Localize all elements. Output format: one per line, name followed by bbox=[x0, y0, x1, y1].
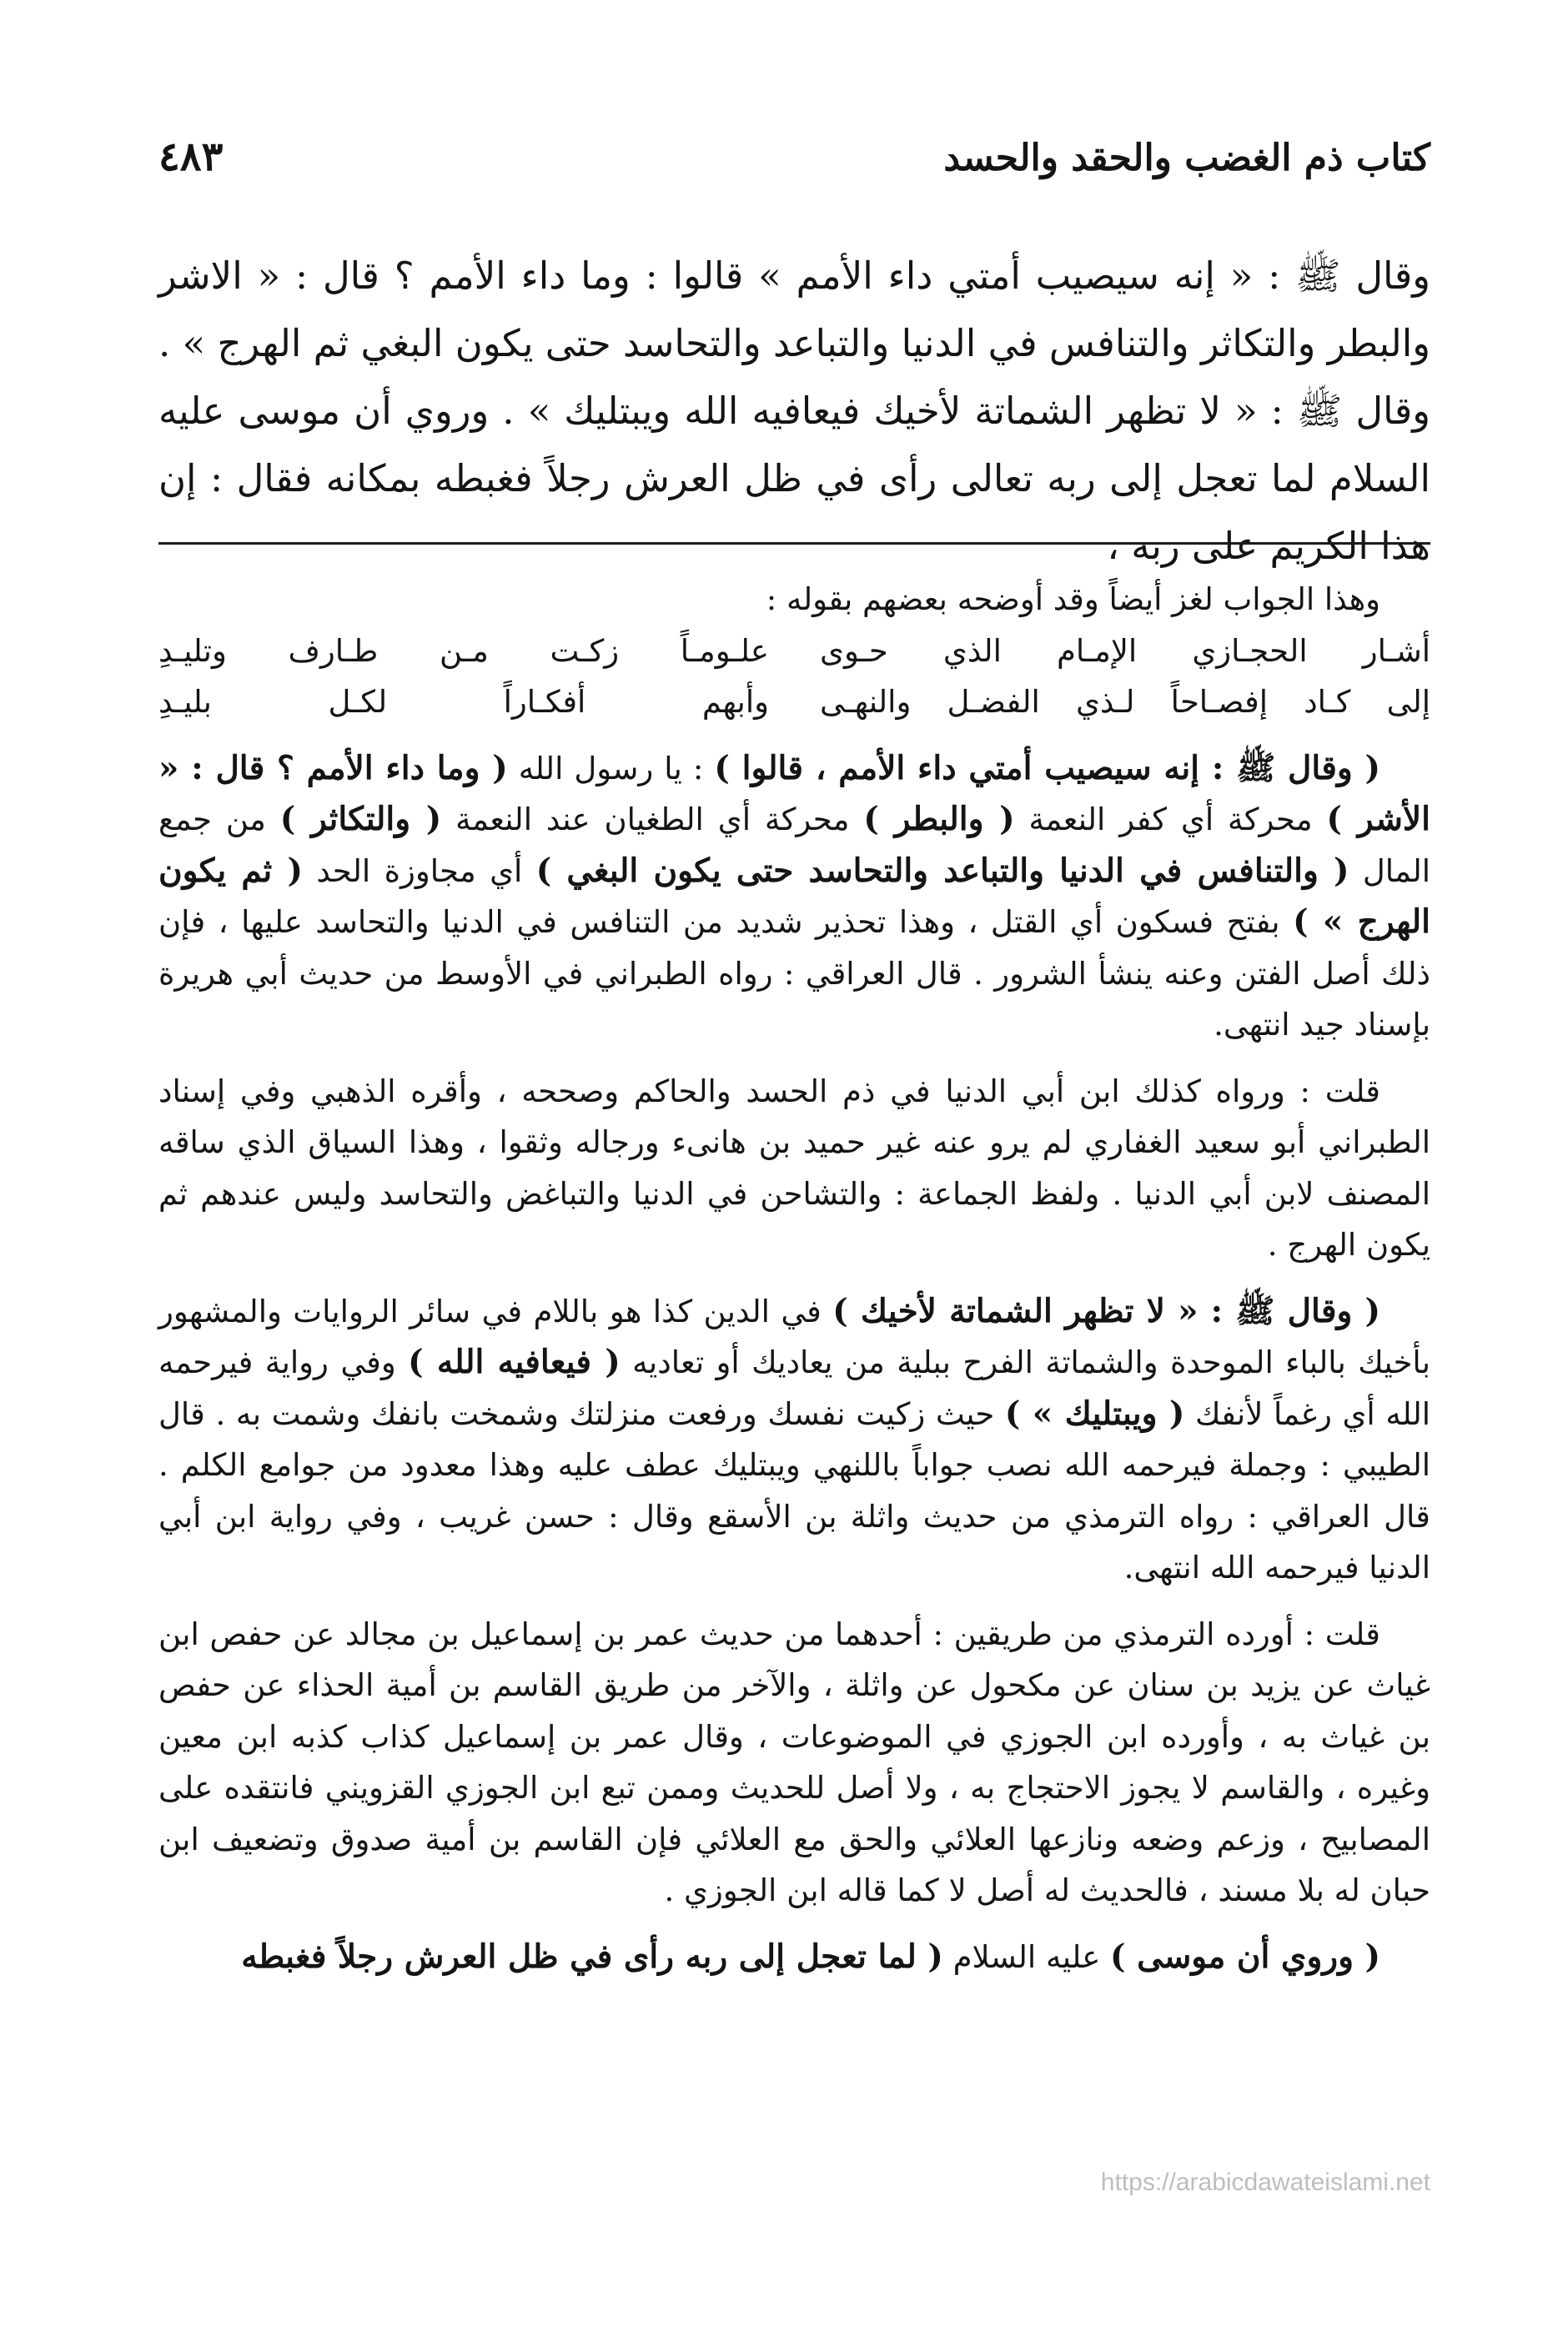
quoted-text: ( وما داء الأمم ؟ قال : « الأشر ) bbox=[158, 748, 1430, 838]
commentary-text: من جمع المال bbox=[158, 802, 1430, 889]
quoted-text: ( وقال ﷺ : « لا تظهر الشماتة لأخيك ) bbox=[832, 1291, 1380, 1330]
commentary-intro: وهذا الجواب لغز أيضاً وقد أوضحه بعضهم بقوله : bbox=[766, 581, 1380, 617]
main-text bbox=[158, 242, 1430, 580]
commentary-text: : يا رسول الله bbox=[507, 750, 715, 787]
quoted-text: ( ثم يكون الهرج » ) bbox=[158, 851, 1430, 941]
quoted-text: ( فيعافيه الله ) bbox=[408, 1343, 621, 1381]
commentary-text: عليه السلام bbox=[942, 1938, 1111, 1975]
commentary-paragraph bbox=[158, 1286, 1430, 1594]
main-paragraph: وقال ﷺ : « إنه سيصيب أمتي داء الأمم » قالوا : وما داء الأمم ؟ قال : « الاشر والبطر والتكاثر والتنافس في الدنيا والتباعد والتحاسد حتى يكون البغي ثم الهرج » . وقال ﷺ : « لا تظهر الشماتة لأخيك فيعافيه الله ويبتليك » . وروي أن موسى عليه السلام لما تعجل إلى ربه تعالى رأى في ظل العرش رجلاً فغبطه بمكانه فقال : إن هذا الكريم على ربه ، bbox=[158, 254, 1430, 568]
quoted-text: ( والتكاثر ) bbox=[279, 800, 442, 838]
page-number: ٤٨٣ bbox=[158, 133, 224, 180]
poem-hemistich: أشـار الحجـازي الإمـام الذي حـوى bbox=[820, 632, 1430, 669]
commentary-text: أي مجاوزة الحد bbox=[302, 852, 536, 889]
commentary bbox=[158, 574, 1430, 1983]
poem-verse bbox=[158, 626, 1430, 677]
poem-hemistich: إلى كـاد إفصـاحاً لـذي الفضـل والنهـى bbox=[820, 684, 1430, 720]
quoted-text: ( لما تعجل إلى ربه رأى في ظل العرش رجلاً فغبطه bbox=[241, 1937, 943, 1976]
commentary-paragraph: قلت : أورده الترمذي من طريقين : أحدهما من حديث عمر بن إسماعيل بن مجالد عن حفص ابن غياث عن يزيد بن سنان عن مكحول عن واثلة ، والآخر من طريق القاسم بن أمية الحذاء عن حفص بن غياث به ، وأورده ابن الجوزي في الموضوعات ، وقال عمر بن إسماعيل كذاب كذبه ابن معين وغيره ، والقاسم لا يجوز الاحتجاج به ، ولا أصل للحديث وممن تبع ابن الجوزي القزويني فانتقده على المصابيح ، وزعم وضعه ونازعها العلائي والحق مع العلائي فإن القاسم بن أمية صدوق وتضعيف ابن حبان له بلا مسند ، فالحديث له أصل لا كما قاله ابن الجوزي . bbox=[158, 1616, 1430, 1908]
quoted-text: ( وقال ﷺ : إنه سيصيب أمتي داء الأمم ، قالوا ) bbox=[714, 748, 1380, 787]
commentary-text: حيث زكيت نفسك ورفعت منزلتك وشمخت بانفك وشمت به . قال الطيبي : وجملة فيرحمه الله نصب جواباً باللنهي ويبتليك عطف عليه وهذا معدود من جوامع الكلم . قال العراقي : رواه الترمذي من حديث واثلة بن الأسقع وقال : حسن غريب ، وفي رواية ابن أبي الدنيا فيرحمه الله انتهى. bbox=[158, 1395, 1430, 1586]
quoted-text: ( والتنافس في الدنيا والتباعد والتحاسد حتى يكون البغي ) bbox=[535, 851, 1349, 890]
poem bbox=[158, 626, 1430, 728]
commentary-paragraph bbox=[158, 743, 1430, 1051]
quoted-text: ( ويبتليك » ) bbox=[1004, 1394, 1185, 1433]
poem-hemistich: علـومـاً زكـت مـن طـارف وتليـدِ bbox=[158, 632, 769, 669]
quoted-text: ( والبطر ) bbox=[863, 800, 1015, 838]
commentary-text: وفي رواية فيرحمه الله أي رغماً لأنفك bbox=[158, 1344, 1430, 1432]
watermark-url: https://arabicdawateislami.net bbox=[1100, 2169, 1430, 2196]
page-header bbox=[158, 133, 1430, 192]
poem-hemistich: وأبهم أفكـاراً لكـل بليـدِ bbox=[158, 684, 769, 720]
commentary-paragraph: قلت : ورواه كذلك ابن أبي الدنيا في ذم الحسد والحاكم وصححه ، وأقره الذهبي وفي إسناد الطبراني أبو سعيد الغفاري لم يرو عنه غير حميد بن هانىء ورجاله وثقوا ، وهذا السياق الذي ساقه المصنف لابن أبي الدنيا . ولفظ الجماعة : والتشاحن في الدنيا والتباغض والتحاسد وليس عندهم ثم يكون الهرج . bbox=[158, 1073, 1430, 1263]
footnote-divider bbox=[158, 542, 1430, 545]
commentary-text: بفتح فسكون أي القتل ، وهذا تحذير شديد من التنافس في الدنيا والتحاسد عليها ، فإن ذلك أصل الفتن وعنه ينشأ الشرور . قال العراقي : رواه الطبراني في الأوسط من حديث أبي هريرة بإسناد جيد انتهى. bbox=[158, 904, 1430, 1043]
commentary-text: محركة أي الطغيان عند النعمة bbox=[441, 802, 864, 837]
quoted-text: ( وروي أن موسى ) bbox=[1110, 1937, 1380, 1976]
poem-verse bbox=[158, 676, 1430, 728]
commentary-paragraph bbox=[158, 1932, 1430, 1983]
book-title: كتاب ذم الغضب والحقد والحسد bbox=[943, 137, 1430, 179]
commentary-text: محركة أي كفر النعمة bbox=[1014, 802, 1327, 837]
commentary-text: في الدين كذا هو باللام في سائر الروايات والمشهور بأخيك بالباء الموحدة والشماتة الفرح ببلية من يعاديك أو تعاديه bbox=[158, 1293, 1431, 1380]
